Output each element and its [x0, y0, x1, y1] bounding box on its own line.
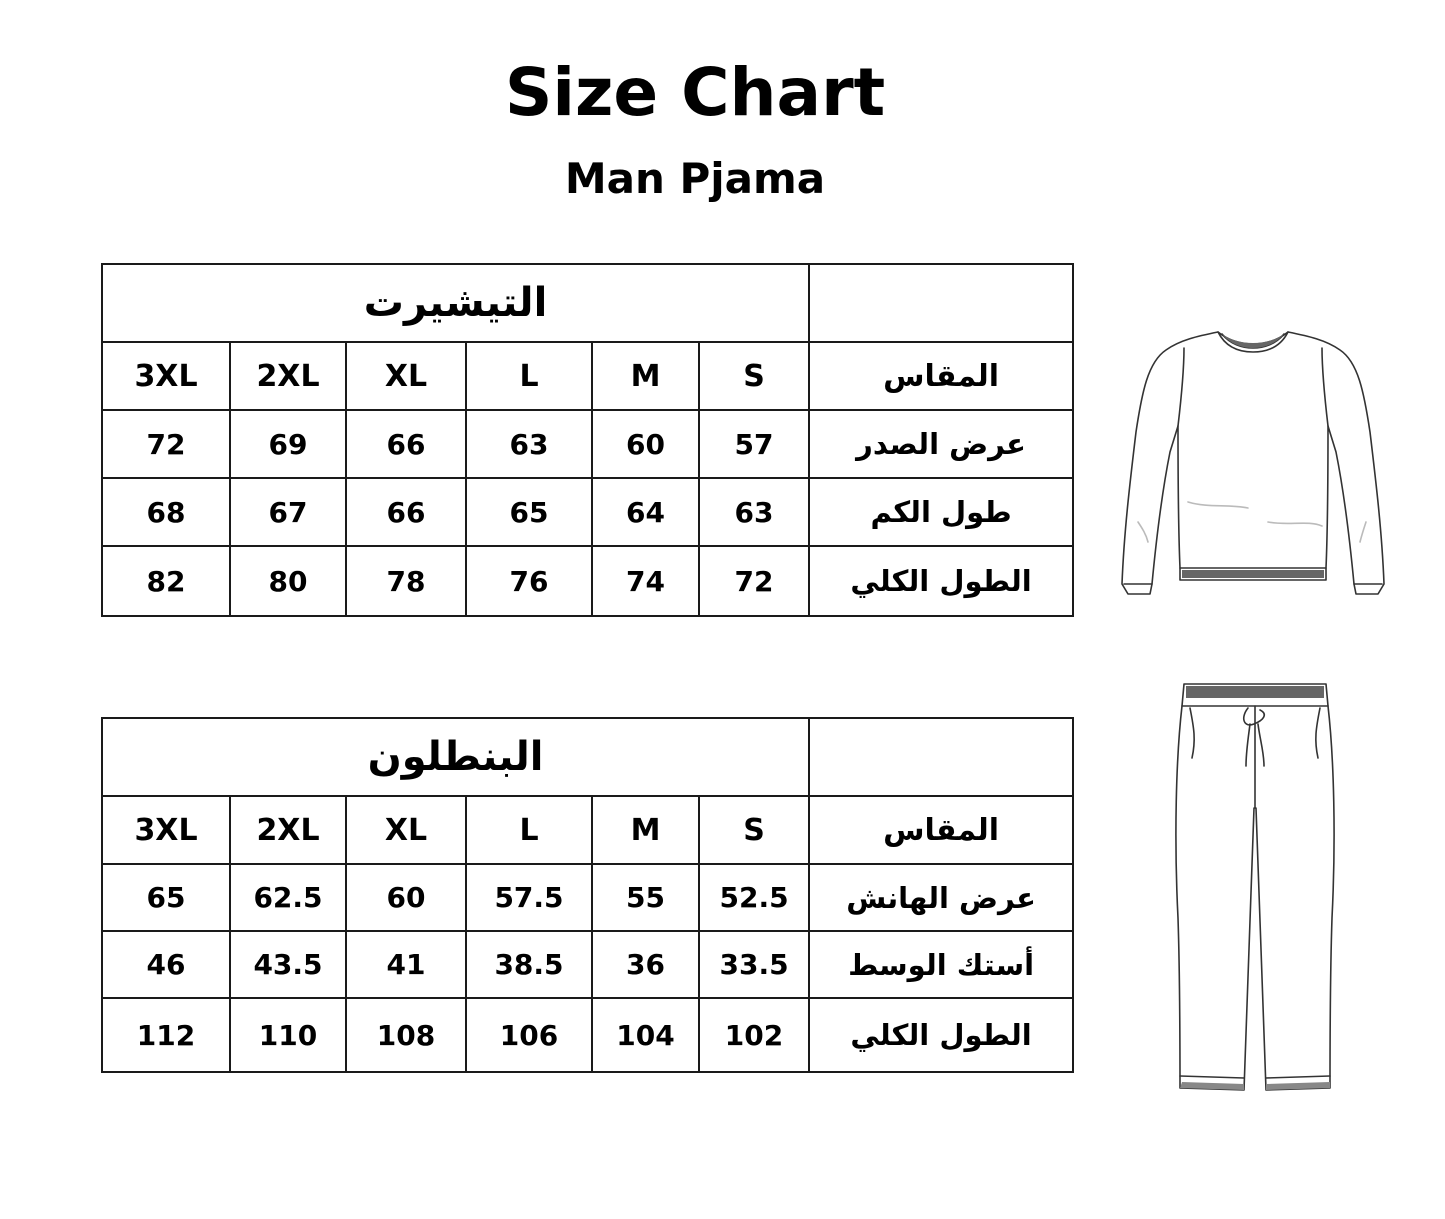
- table-cell: 106: [466, 998, 592, 1072]
- table-cell: 62.5: [230, 864, 346, 931]
- table-cell: 80: [230, 546, 346, 616]
- sweatshirt-icon: [1118, 322, 1388, 610]
- size-label: المقاس: [809, 796, 1073, 864]
- size-header: 2XL: [230, 342, 346, 410]
- pants-size-row: [102, 796, 1073, 864]
- table-cell: 64: [592, 478, 699, 546]
- table-cell: 65: [102, 864, 230, 931]
- table-cell: 76: [466, 546, 592, 616]
- page-subtitle: Man Pjama: [564, 154, 826, 203]
- table-cell: 57.5: [466, 864, 592, 931]
- table-row: [102, 864, 1073, 931]
- size-header: XL: [346, 342, 466, 410]
- size-header: M: [592, 342, 699, 410]
- size-header: L: [466, 342, 592, 410]
- size-label: المقاس: [809, 342, 1073, 410]
- table-cell: 74: [592, 546, 699, 616]
- table-cell: 110: [230, 998, 346, 1072]
- table-cell: 60: [346, 864, 466, 931]
- table-cell: 108: [346, 998, 466, 1072]
- table-cell: 66: [346, 478, 466, 546]
- pants-header-row: [102, 718, 1073, 796]
- table-cell: 69: [230, 410, 346, 478]
- tshirt-group-title: التيشيرت: [102, 264, 809, 342]
- tshirt-size-table: [101, 263, 1074, 617]
- table-cell: 60: [592, 410, 699, 478]
- table-row: [102, 478, 1073, 546]
- table-cell: 112: [102, 998, 230, 1072]
- table-cell: 38.5: [466, 931, 592, 998]
- table-cell: 63: [699, 478, 809, 546]
- pants-group-title: البنطلون: [102, 718, 809, 796]
- row-label: عرض الهانش: [809, 864, 1073, 931]
- table-cell: 36: [592, 931, 699, 998]
- table-cell: 43.5: [230, 931, 346, 998]
- pants-header-corner: [809, 718, 1073, 796]
- tshirt-header-corner: [809, 264, 1073, 342]
- size-header: S: [699, 796, 809, 864]
- table-cell: 55: [592, 864, 699, 931]
- size-header: S: [699, 342, 809, 410]
- table-cell: 63: [466, 410, 592, 478]
- size-header: 3XL: [102, 342, 230, 410]
- table-cell: 104: [592, 998, 699, 1072]
- size-header: XL: [346, 796, 466, 864]
- row-label: الطول الكلي: [809, 998, 1073, 1072]
- size-header: 3XL: [102, 796, 230, 864]
- table-cell: 72: [699, 546, 809, 616]
- table-cell: 41: [346, 931, 466, 998]
- table-cell: 78: [346, 546, 466, 616]
- tshirt-size-row: [102, 342, 1073, 410]
- table-cell: 68: [102, 478, 230, 546]
- table-row: [102, 931, 1073, 998]
- size-header: M: [592, 796, 699, 864]
- table-cell: 65: [466, 478, 592, 546]
- table-cell: 57: [699, 410, 809, 478]
- table-cell: 52.5: [699, 864, 809, 931]
- tshirt-header-row: [102, 264, 1073, 342]
- table-row: [102, 998, 1073, 1072]
- pants-size-table: [101, 717, 1074, 1073]
- table-cell: 82: [102, 546, 230, 616]
- table-cell: 102: [699, 998, 809, 1072]
- table-cell: 72: [102, 410, 230, 478]
- pajama-pants-icon: [1170, 678, 1340, 1098]
- row-label: أستك الوسط: [809, 931, 1073, 998]
- row-label: عرض الصدر: [809, 410, 1073, 478]
- size-header: L: [466, 796, 592, 864]
- table-cell: 67: [230, 478, 346, 546]
- table-cell: 33.5: [699, 931, 809, 998]
- row-label: طول الكم: [809, 478, 1073, 546]
- table-row: [102, 546, 1073, 616]
- table-row: [102, 410, 1073, 478]
- size-header: 2XL: [230, 796, 346, 864]
- table-cell: 46: [102, 931, 230, 998]
- table-cell: 66: [346, 410, 466, 478]
- page-title: Size Chart: [504, 54, 886, 131]
- row-label: الطول الكلي: [809, 546, 1073, 616]
